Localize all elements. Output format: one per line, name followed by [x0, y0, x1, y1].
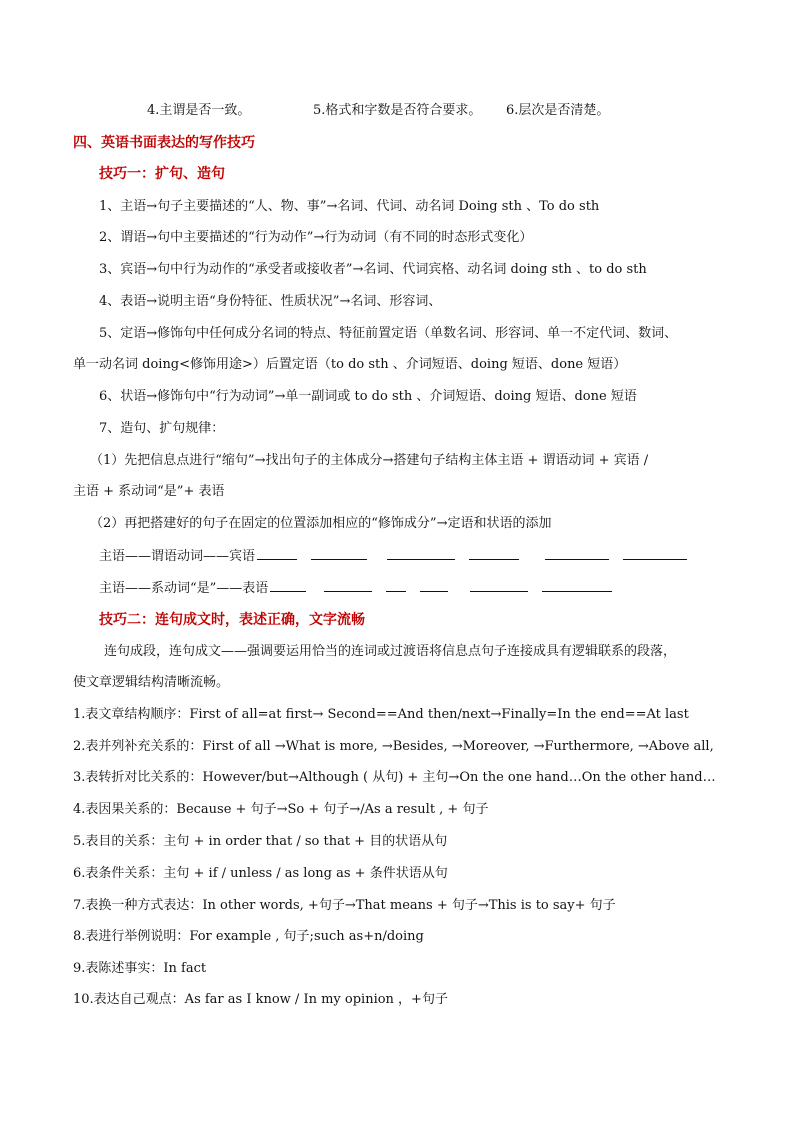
skill1-item-2: 2、谓语→句中主要描述的“行为动作”→行为动词（有不同的时态形式变化） [99, 230, 533, 245]
connector-item-8: 8.表进行举例说明：For example , 句子;such as+n/doing [73, 929, 424, 944]
skill1-item-5: 5、定语→修饰句中任何成分名词的特点、特征前置定语（单数名词、形容词、单一不定代词、数词、 [99, 326, 678, 341]
connector-item-4: 4.表因果关系的：Because + 句子→So + 句子→/As a result , + 句子 [73, 802, 489, 817]
connector-item-5: 5.表目的关系：主句 + in order that / so that + 目的状语从句 [73, 834, 448, 849]
skill1-item-3: 3、宾语→句中行为动作的“承受者或接收者”→名词、代词宾格、动名词 doing sth 、to do sth [99, 262, 647, 277]
skill1-item-6: 6、状语→修饰句中“行为动词”→单一副词或 to do sth 、介词短语、doing 短语、done 短语 [99, 389, 637, 404]
connector-item-2: 2.表并列补充关系的：First of all →What is more, →Besides, →Moreover, →Furthermore, →Above all, [73, 739, 714, 754]
connector-item-3: 3.表转折对比关系的：However/but→Although ( 从句) + 主句→On the one hand…On the other hand… [73, 770, 716, 785]
connector-item-10: 10.表达自己观点：As far as I know / In my opinion ，+句子 [73, 992, 448, 1007]
connector-item-7: 7.表换一种方式表达：In other words, +句子→That means + 句子→This is to say+ 句子 [73, 898, 616, 913]
skill1-item-1: 1、主语→句子主要描述的“人、物、事”→名词、代词、动名词 Doing sth 、To do sth [99, 199, 600, 214]
connector-item-6: 6.表条件关系：主句 + if / unless / as long as + 条件状语从句 [73, 866, 448, 881]
skill2-title: 技巧二：连句成文时，表述正确，文字流畅 [99, 612, 365, 628]
rule2: （2）再把搭建好的句子在固定的位置添加相应的“修饰成分”→定语和状语的添加 [90, 516, 552, 531]
skill1-item-5-cont: 单一动名词 doing<修饰用途>）后置定语（to do sth 、介词短语、doing 短语、done 短语） [73, 357, 627, 372]
checklist-item-6: 6.层次是否清楚。 [506, 103, 610, 118]
skill1-item-7: 7、造句、扩句规律： [99, 421, 225, 436]
skill1-title: 技巧一：扩句、造句 [99, 166, 225, 182]
rule1-line1: （1）先把信息点进行“缩句”→找出句子的主体成分→搭建句子结构主体主语 + 谓语动词 + 宾语 / [90, 453, 649, 468]
skill2-paragraph-line2: 使文章逻辑结构清晰流畅。 [73, 675, 230, 690]
section-title: 四、英语书面表达的写作技巧 [73, 135, 255, 151]
connector-item-1: 1.表文章结构顺序：First of all=at first→ Second==And then/next→Finally=In the end==At last [73, 707, 689, 722]
checklist-item-4: 4.主谓是否一致。 [147, 103, 251, 118]
checklist-item-5: 5.格式和字数是否符合要求。 [313, 103, 482, 118]
pattern1-label: 主语——谓语动词——宾语 [99, 549, 256, 564]
pattern2-row [99, 579, 612, 598]
rule1-line2: 主语 + 系动词“是”+ 表语 [73, 484, 225, 499]
skill1-item-4: 4、表语→说明主语“身份特征、性质状况”→名词、形容词、 [99, 294, 442, 309]
pattern2-label: 主语——系动词“是”——表语 [99, 581, 269, 596]
pattern1-row [99, 547, 687, 566]
skill2-paragraph-line1: 连句成段，连句成文——强调要运用恰当的连词或过渡语将信息点句子连接成具有逻辑联系的段落， [104, 644, 677, 659]
connector-item-9: 9.表陈述事实：In fact [73, 961, 207, 976]
